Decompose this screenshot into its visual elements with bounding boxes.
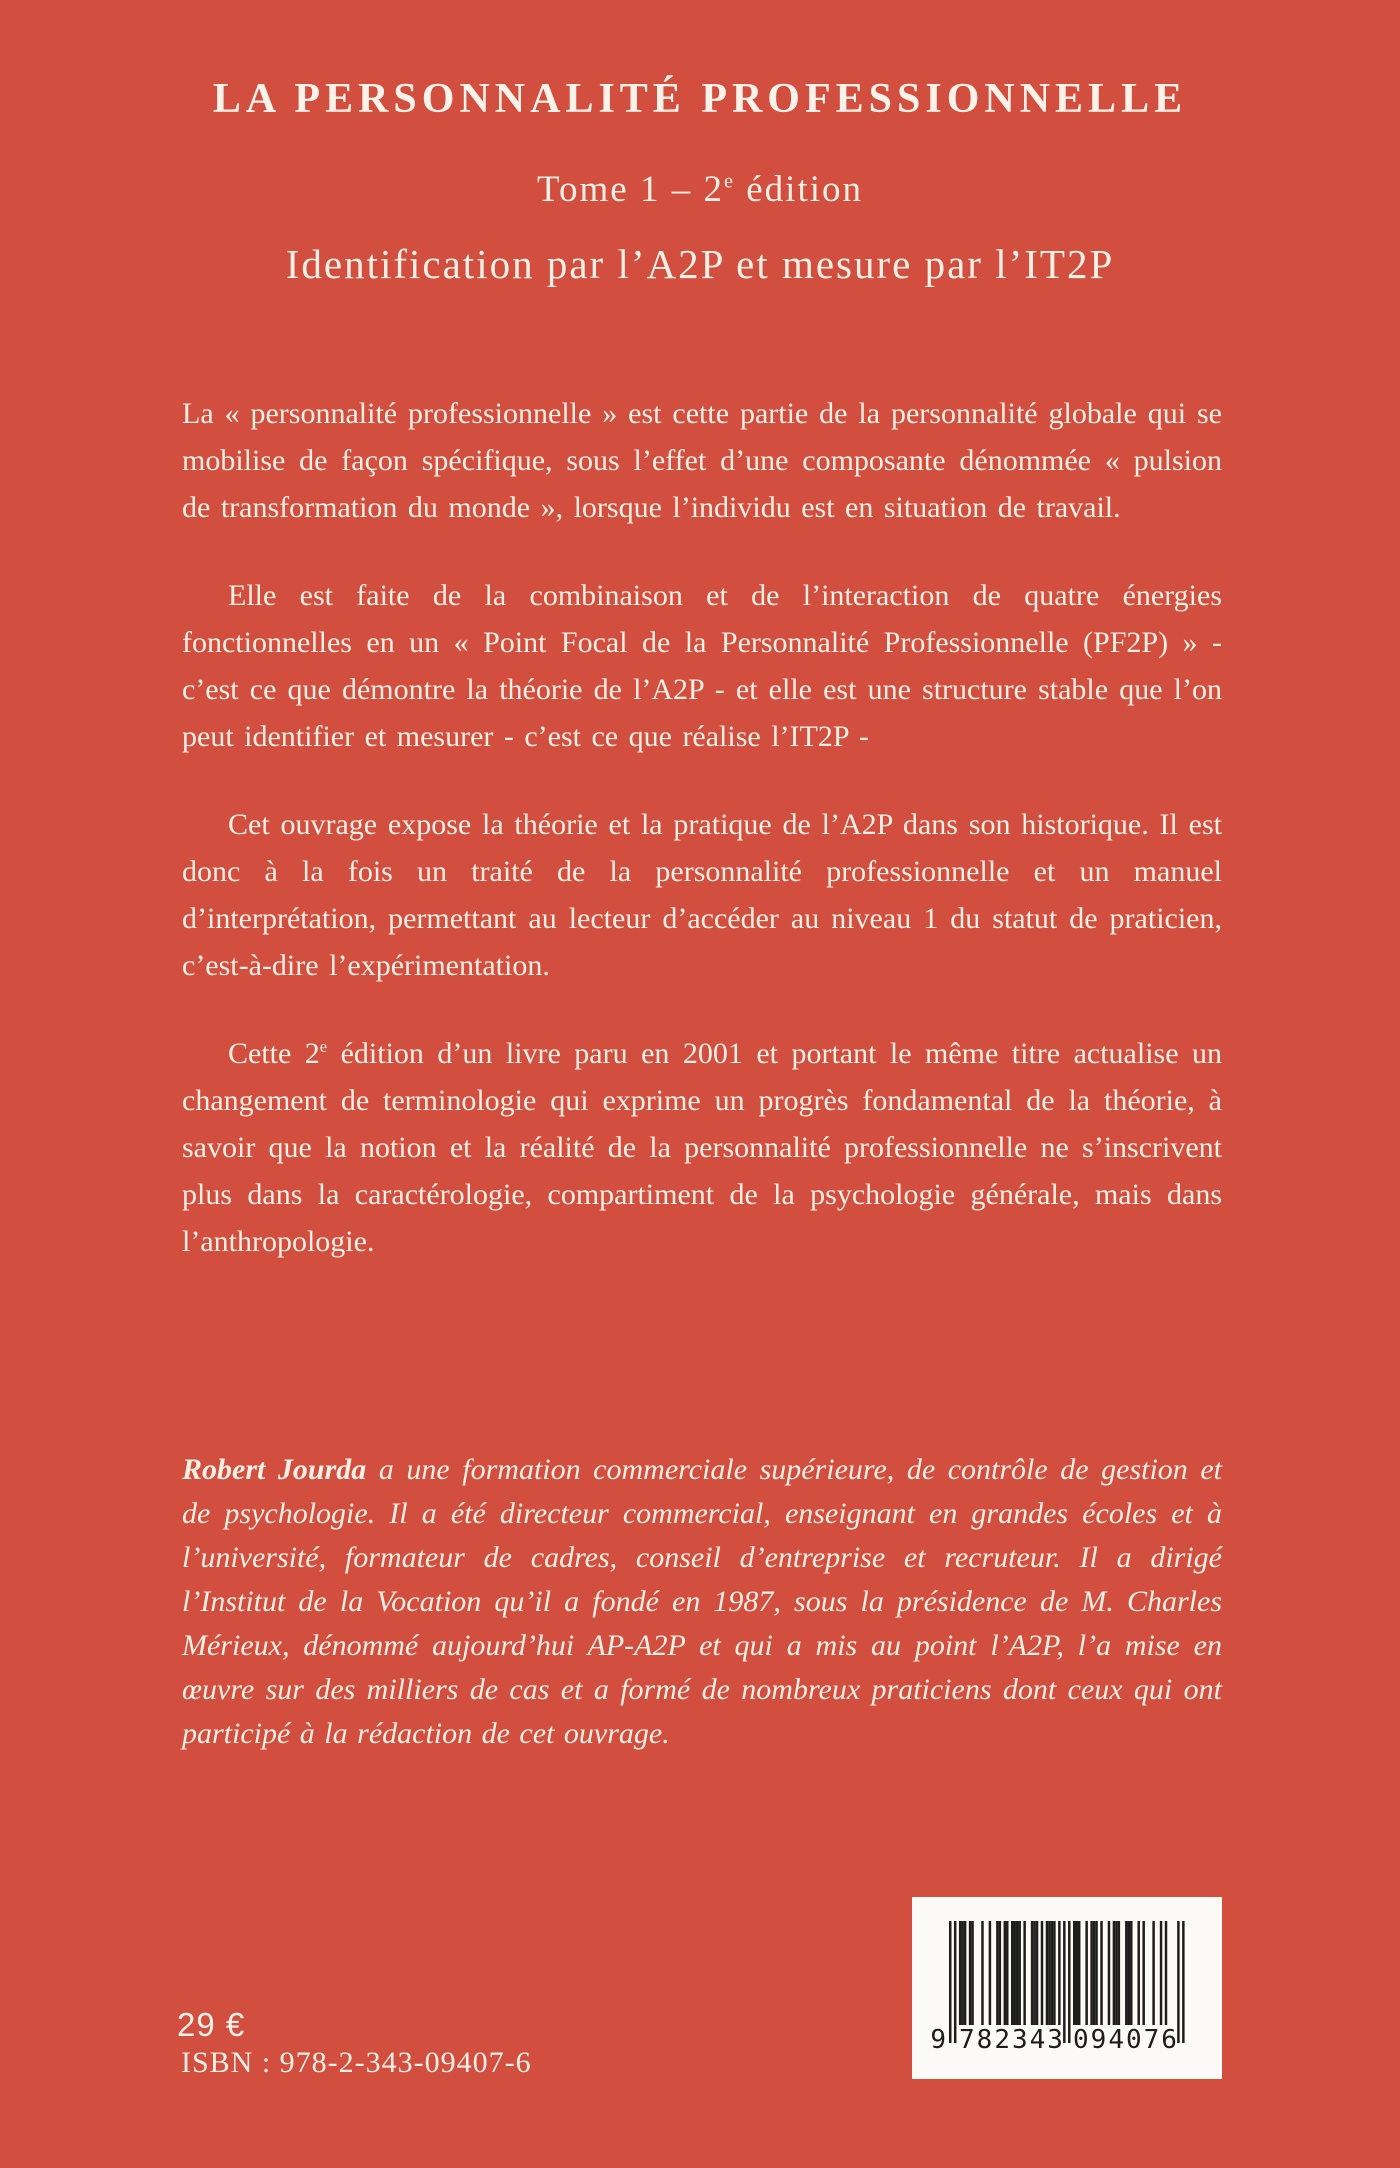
book-title: LA PERSONNALITÉ PROFESSIONNELLE — [212, 76, 1188, 122]
blurb-paragraph-2: Elle est faite de la combinaison et de l’interaction de quatre énergies fonctionnelles en un « Point Focal de la Personnalité Professionnelle (PF2P) » - c’est ce que démontre la théorie de l’A2P - et elle est une structure stable que l’on peut identifier et mesurer - c’est ce que réalise l’IT2P - — [182, 579, 1222, 753]
blurb-paragraph-4-prefix: Cette 2 — [228, 1037, 320, 1070]
volume-edition-suffix: édition — [735, 169, 864, 210]
barcode-digit-lead: 9 — [930, 2025, 946, 2055]
blurb-paragraph-4-rest: édition d’un livre paru en 2001 et portant le même titre actualise un changement de terminologie qui exprime un progrès fondamental de la théorie, à savoir que la notion et la réalité de la personnalité professionnelle ne s’inscrivent plus dans la caractérologie, compartiment de la psychologie générale, mais dans l’anthropologie. — [182, 1037, 1222, 1258]
author-bio-text: a une formation commerciale supérieure, de contrôle de gestion et de psychologie. Il a été directeur commercial, enseignant en grandes écoles et à l’université, formateur de cadres, conseil d’entreprise et recruteur. Il a dirigé l’Institut de la Vocation qu’il a fondé en 1987, sous la présidence de M. Charles Mérieux, dénommé aujourd’hui AP-A2P et qui a mis au point l’A2P, l’a mise en œuvre sur des milliers de cas et a formé de nombreux praticiens dont ceux qui ont participé à la rédaction de cet ouvrage. — [182, 1453, 1222, 1750]
blurb-paragraph-1: La « personnalité professionnelle » est cette partie de la personnalité globale qui se mobilise de façon spécifique, sous l’effet d’une composante dénommée « pulsion de transformation du monde », lorsque l’individu est en situation de travail. — [182, 397, 1222, 524]
barcode-digits-right: 094076 — [1073, 2025, 1179, 2055]
author-bio — [182, 1448, 1222, 1756]
edition-superscript: e — [319, 1037, 328, 1056]
back-cover-blurb — [182, 390, 1222, 1306]
edition-superscript: e — [723, 170, 735, 193]
price: 29 € — [177, 2006, 246, 2043]
book-subtitle: Identification par l’A2P et mesure par l’IT2P — [285, 241, 1115, 287]
volume-edition — [0, 168, 1400, 211]
isbn: ISBN : 978-2-343-09407-6 — [181, 2046, 532, 2079]
blurb-paragraph-4 — [182, 1030, 1222, 1265]
barcode-digits — [912, 2025, 1222, 2059]
barcode-digits-left: 782343 — [959, 2025, 1065, 2055]
volume-edition-text: Tome 1 – 2 — [536, 169, 724, 210]
blurb-paragraph-3: Cet ouvrage expose la théorie et la pratique de l’A2P dans son historique. Il est donc à la fois un traité de la personnalité professionnelle et un manuel d’interprétation, permettant au lecteur d’accéder au niveau 1 du statut de praticien, c’est-à-dire l’expérimentation. — [182, 808, 1222, 982]
author-name: Robert Jourda — [182, 1453, 367, 1486]
barcode — [912, 1897, 1222, 2079]
